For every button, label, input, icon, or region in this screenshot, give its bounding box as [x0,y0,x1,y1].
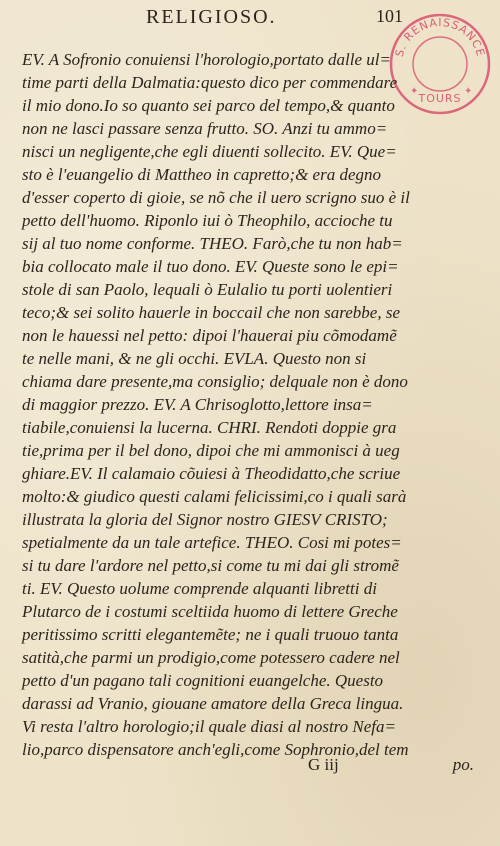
text-line: tie,prima per il bel dono, dipoi che mi ammonisci à ueg [22,441,400,460]
signature-mark: G iij [308,755,339,774]
page-header [146,6,403,36]
text-line: lio,parco dispensatore anch'egli,come Sophronio,del tem [22,740,409,759]
svg-text:✦: ✦ [464,86,473,97]
text-line: petto dell'huomo. Riponlo iui ò Theophilo, accioche tu [22,211,393,230]
svg-text:✦: ✦ [410,86,419,97]
text-line: Vi resta l'altro horologio;il quale diasi al nostro Nefa= [22,717,396,736]
text-line: satità,che parmi un prodigio,come potessero cadere nel [22,648,400,667]
text-line: ti. EV. Questo uolume comprende alquanti libretti di [22,579,377,598]
catchword: po. [452,755,474,774]
text-line: molto:& giudico questi calami felicissimi,co i quali sarà [22,487,407,506]
text-line: darassi ad Vranio, giouane amatore della Greca lingua. [22,694,404,713]
text-line: teco;& sei solito hauerle in boccail che non sarebbe, se [22,303,401,322]
stamp-inner-text: TOURS [418,92,462,105]
text-line: il mio dono.Io so quanto sei parco del tempo,& quanto [22,96,395,115]
text-line: chiama dare presente,ma consiglio; delquale non è dono [22,372,408,391]
stamp-outer-text: S. RENAISSANCE [392,15,488,59]
text-line: di maggior prezzo. EV. A Chrisoglotto,lettore insa= [22,395,373,414]
page-footer [22,755,474,779]
text-line: sto è l'euangelio di Mattheo in capretto;& era degno [22,165,381,184]
text-line: stole di san Paolo, lequali ò Eulalio tu porti uolentieri [22,280,393,299]
text-line: tiabile,conuiensi la lucerna. CHRI. Rendoti doppie gra [22,418,397,437]
text-line: non ne lasci passare senza frutto. SO. Anzi tu ammo= [22,119,388,138]
body-text [22,48,474,761]
text-line: EV. A Sofronio conuiensi l'horologio,portato dalle ul= [22,50,391,69]
running-head: RELIGIOSO. [146,6,277,28]
text-line: te nelle mani, & ne gli occhi. EVLA. Questo non si [22,349,367,368]
text-line: ghiare.EV. Il calamaio cõuiesi à Theodidatto,che scriue [22,464,401,483]
text-line: si tu dare l'ardore nel petto,si come tu mi dai gli stromẽ [22,556,399,575]
text-line: d'esser coperto di gioie, se nõ che il uero scrigno suo è il [22,188,410,207]
text-line: time parti della Dalmatia:questo dico per commendare [22,73,398,92]
text-line: petto d'un pagano tali cognitioni euangelche. Questo [22,671,384,690]
text-line: nisci un negligente,che egli diuenti sollecito. EV. Que= [22,142,397,161]
text-line: Plutarco de i costumi sceltiida huomo di lettere Greche [22,602,398,621]
text-line: spetialmente da un tale artefice. THEO. Cosi mi potes= [22,533,402,552]
text-line: illustrata la gloria del Signor nostro GIESV CRISTO; [22,510,388,529]
text-line: bia collocato male il tuo dono. EV. Queste sono le epi= [22,257,399,276]
page-number: 101 [376,6,403,26]
text-line: sij al tuo nome conforme. THEO. Farò,che tu non hab= [22,234,403,253]
text-line: non le hauessi nel petto: dipoi l'hauerai piu cõmodamẽ [22,326,397,345]
text-line: peritissimo scritti elegantemẽte; ne i quali truouo tanta [22,625,399,644]
